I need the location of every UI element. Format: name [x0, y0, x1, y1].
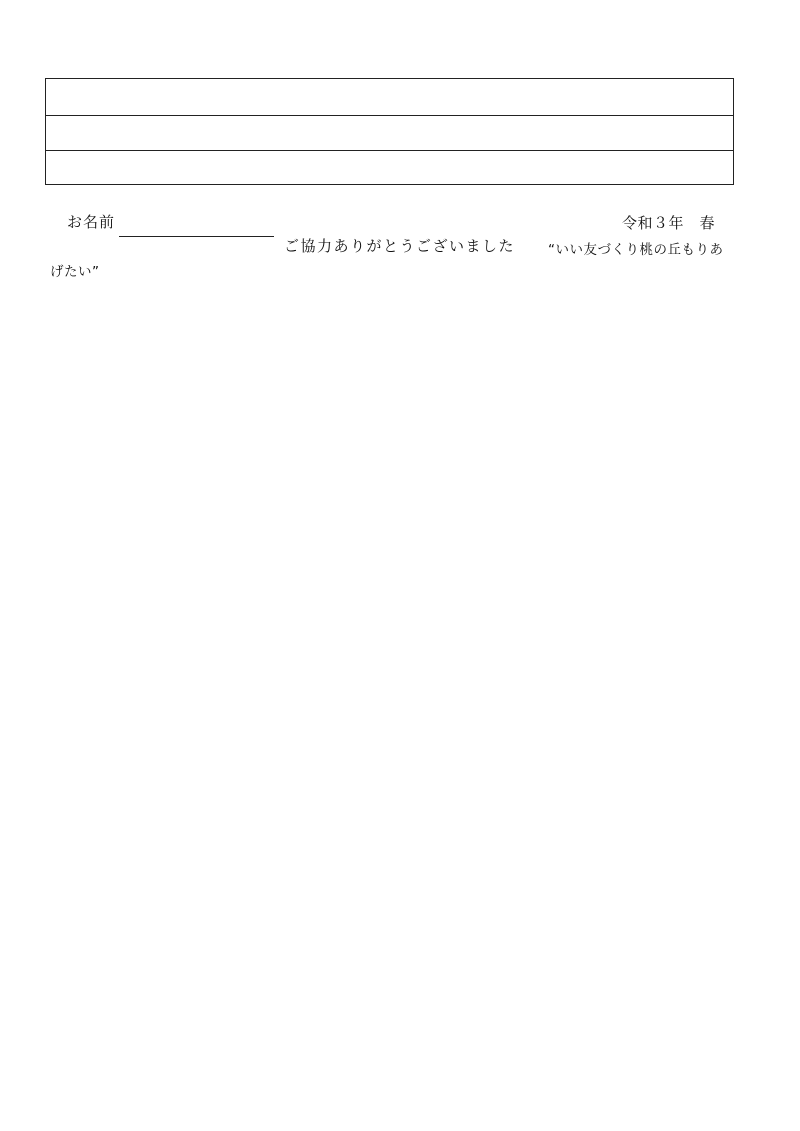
motto-line-2: げたい” [50, 264, 100, 280]
thanks-message: ご協力ありがとうございました [284, 237, 516, 255]
answer-table [45, 78, 734, 185]
answer-row[interactable] [46, 150, 733, 184]
motto-line-1: “いい友づくり桃の丘もりあ [548, 242, 724, 258]
date-text: 令和３年 春 [622, 214, 716, 232]
answer-row[interactable] [46, 79, 733, 115]
answer-row[interactable] [46, 115, 733, 151]
name-entry-line[interactable] [119, 236, 274, 237]
name-label: お名前 [67, 213, 116, 231]
